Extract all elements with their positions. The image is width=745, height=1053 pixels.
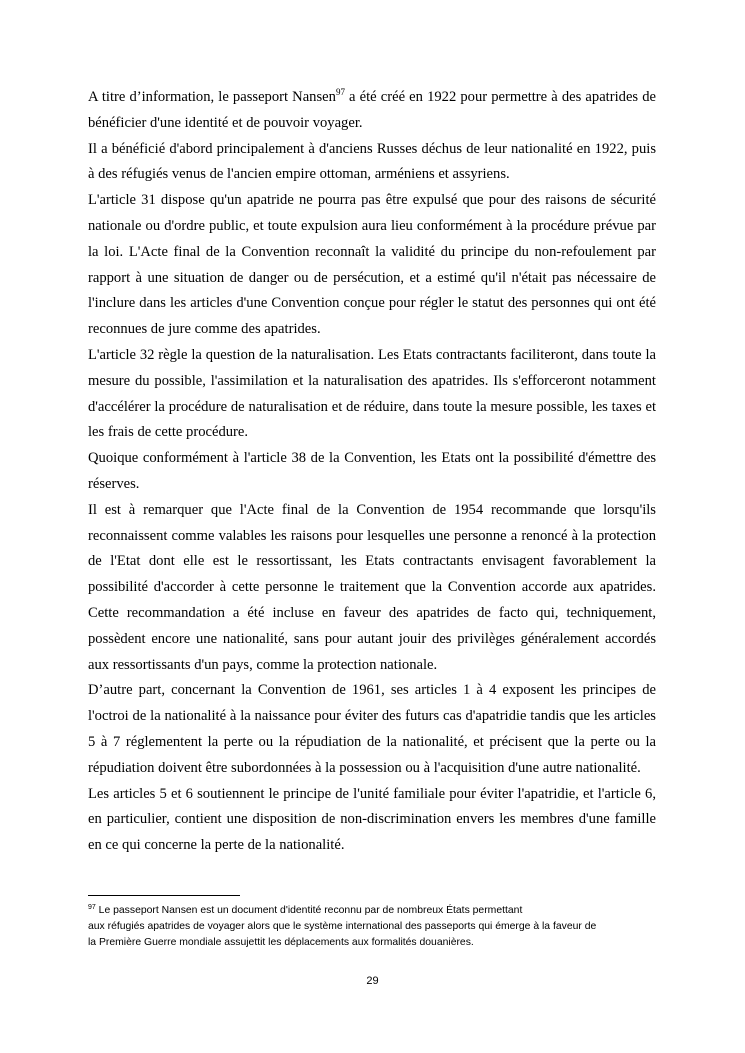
- paragraph: L'article 32 règle la question de la naturalisation. Les Etats contractants faciliteront, dans toute la mesure du possible, l'assimilation et la naturalisation des apatrides. Ils s'efforceront notamment d'accélérer la procédure de naturalisation et de réduire, dans toute la mesure possible, les taxes et les frais de cette procédure.: [88, 346, 656, 441]
- paragraph: L'article 31 dispose qu'un apatride ne pourra pas être expulsé que pour des raisons de sécurité nationale ou d'ordre public, et toute expulsion aura lieu conformément à la procédure prévue par la loi. L'Acte final de la Convention reconnaît la validité du principe du non-refoulement par rapport à une situation de danger ou de persécution, et a estimé qu'il n'était pas nécessaire de l'inclure dans les articles d'une Convention conçue pour régler le statut des personnes qui ont été reconnues de jure comme des apatrides.: [88, 192, 656, 338]
- paragraph: Il a bénéficié d'abord principalement à d'anciens Russes déchus de leur nationalité en 1922, puis à des réfugiés venus de l'ancien empire ottoman, arméniens et assyriens.: [88, 140, 656, 183]
- footnote-separator: [88, 895, 240, 896]
- paragraph: Quoique conformément à l'article 38 de la Convention, les Etats ont la possibilité d'émettre des réserves.: [88, 450, 656, 492]
- footnote-line: aux réfugiés apatrides de voyager alors que le système international des passeports qui émerge à la faveur de: [88, 921, 597, 933]
- footnote-text: Le passeport Nansen est un document d'identité reconnu par de nombreux États permettant: [95, 905, 523, 916]
- footnote-line: la Première Guerre mondiale assujettit les déplacements aux formalités douanières.: [88, 937, 474, 949]
- paragraph-text: a été créé en 1922 pour permettre à des apatrides de bénéficier d'une identité et de pouvoir voyager.: [88, 89, 656, 131]
- page-number: 29: [366, 975, 379, 987]
- body-text: [88, 85, 656, 859]
- paragraph: Les articles 5 et 6 soutiennent le principe de l'unité familiale pour éviter l'apatridie, et l'article 6, en particulier, contient une disposition de non-discrimination envers les membres d'une famille en ce qui concerne la perte de la nationalité.: [88, 785, 656, 854]
- paragraph: Il est à remarquer que l'Acte final de la Convention de 1954 recommande que lorsqu'ils reconnaissent comme valables les raisons pour lesquelles une personne a renoncé à la protection de l'Etat dont elle est le ressortissant, les Etats contractants envisagent favorablement la possibilité d'accorder à cette personne le traitement que la Convention accorde aux apatrides. Cette recommandation a été incluse en faveur des apatrides de facto qui, techniquement, possèdent encore une nationalité, sans pour autant jouir des privilèges généralement accordés aux ressortissants d'un pays, comme la protection nationale.: [88, 501, 656, 673]
- paragraph-nansen-intro: [88, 85, 656, 137]
- paragraph: D’autre part, concernant la Convention de 1961, ses articles 1 à 4 exposent les principes de l'octroi de la nationalité à la naissance pour éviter des futurs cas d'apatridie tandis que les articles 5 à 7 réglementent la perte ou la répudiation de la nationalité, et précisent que la perte ou la répudiation doivent être subordonnées à la possession ou à l'acquisition d'une autre nationalité.: [88, 682, 656, 776]
- footnote: [88, 903, 668, 952]
- footnote-mark: 97: [88, 904, 96, 911]
- footnote-line: [88, 903, 668, 919]
- footnote-reference[interactable]: 97: [335, 87, 345, 97]
- paragraph-text: A titre d’information, le passeport Nansen: [88, 89, 336, 105]
